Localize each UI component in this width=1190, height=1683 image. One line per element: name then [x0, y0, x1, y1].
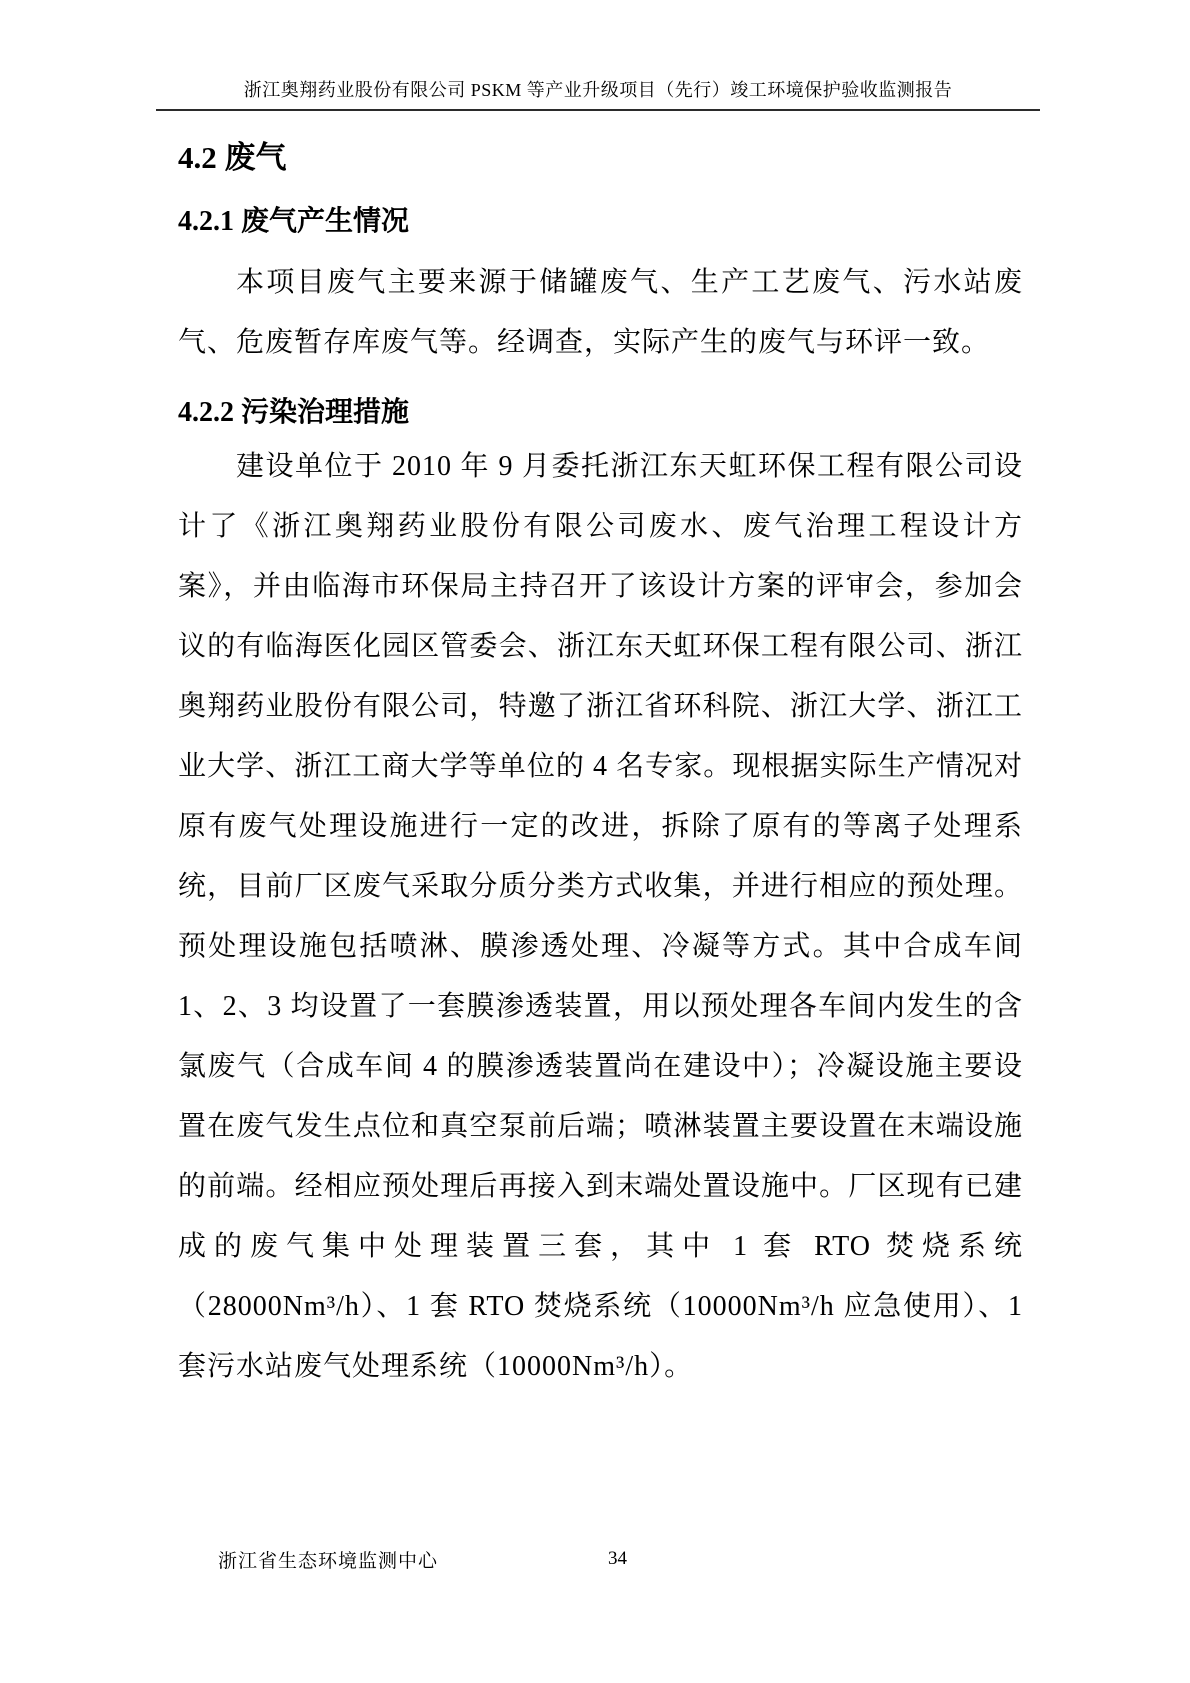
page-header [156, 0, 1040, 111]
footer-page-number: 34 [608, 1548, 627, 1569]
heading-section-4-2-1: 4.2.1 废气产生情况 [178, 206, 410, 238]
page-content [178, 106, 1023, 1397]
heading-section-4-2-2: 4.2.2 污染治理措施 [178, 396, 410, 428]
paragraph-waste-gas-sources: 本项目废气主要来源于储罐废气、生产工艺废气、污水站废气、危废暂存库废气等。经调查，实际产生的废气与环评一致。 [178, 266, 1023, 358]
header-title: 浙江奥翔药业股份有限公司 PSKM 等产业升级项目（先行）竣工环境保护验收监测报告 [156, 0, 1040, 111]
heading-section-4-2: 4.2 废气 [178, 140, 287, 175]
paragraph-pollution-treatment-measures: 建设单位于 2010 年 9 月委托浙江东天虹环保工程有限公司设计了《浙江奥翔药业股份有限公司废水、废气治理工程设计方案》，并由临海市环保局主持召开了该设计方案的评审会，参加会议的有临海医化园区管委会、浙江东天虹环保工程有限公司、浙江奥翔药业股份有限公司，特邀了浙江省环科院、浙江大学、浙江工业大学、浙江工商大学等单位的 4 名专家。现根据实际生产情况对原有废气处理设施进行一定的改进，拆除了原有的等离子处理系统，目前厂区废气采取分质分类方式收集，并进行相应的预处理。预处理设施包括喷淋、膜渗透处理、冷凝等方式。其中合成车间 1、2、3 均设置了一套膜渗透装置，用以预处理各车间内发生的含氯废气（合成车间 4 的膜渗透装置尚在建设中）；冷凝设施主要设置在废气发生点位和真空泵前后端；喷淋装置主要设置在末端设施的前端。经相应预处理后再接入到末端处置设施中。厂区现有已建成的废气集中处理装置三套，其中 1 套 RTO 焚烧系统（28000Nm³/h）、1 套 RTO 焚烧系统（10000Nm³/h 应急使用）、1 套污水站废气处理系统（10000Nm³/h）。 [178, 451, 1023, 1383]
footer-organization: 浙江省生态环境监测中心 [218, 1551, 439, 1572]
